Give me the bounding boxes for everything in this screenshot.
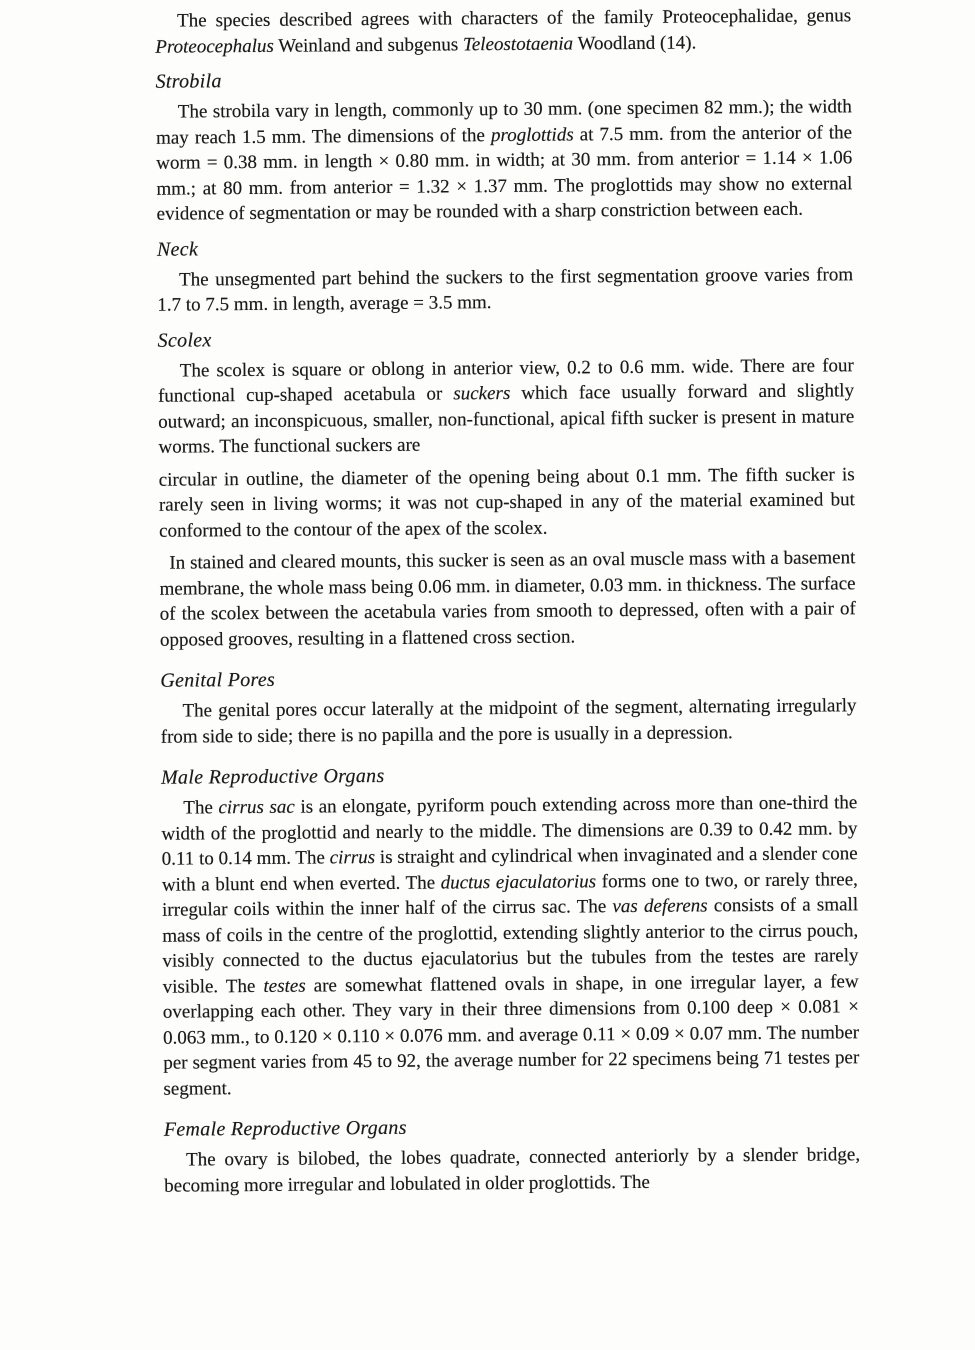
intro-paragraph xyxy=(155,3,851,59)
neck-paragraph xyxy=(157,262,853,318)
section-heading-neck: Neck xyxy=(156,237,199,261)
text-run: The ovary is bilobed, the lobes quadrate, connected anteriorly by a slender bridge, becoming more irregular and lobulated in older proglottids. The xyxy=(164,1144,861,1197)
scolex-paragraph-2 xyxy=(159,462,856,544)
section-heading-female-reproductive-organs: Female Reproductive Organs xyxy=(163,1116,407,1141)
text-run: consists of a small mass of coils in the centre of the proglottid, extending slightly anterior to the cirrus pouch, visibly connected to the ductus ejaculatorius but the tubules from the testes are rarely visible. The xyxy=(162,894,859,998)
text-run: The genital pores occur laterally at the midpoint of the segment, alternating irregularly from side to side; there is no papilla and the pore is usually in a depression. xyxy=(160,695,857,748)
section-heading-genital-pores: Genital Pores xyxy=(160,668,276,692)
italic-text-run: ductus ejaculatorius xyxy=(440,870,597,894)
section-heading-scolex: Scolex xyxy=(157,328,212,352)
text-run: is an elongate, pyriform pouch extending across more than one-third the width of the proglottid and nearly to the middle. The dimensions are 0.39 to 0.42 mm. by 0.11 to 0.14 mm. The xyxy=(161,792,858,870)
text-run: which face usually forward and slightly outward; an inconspicuous, smaller, non-functional, apical fifth sucker is present in mature worms. The functional suckers are xyxy=(158,380,855,458)
section-heading-male-reproductive-organs: Male Reproductive Organs xyxy=(160,764,385,789)
text-run: at 7.5 mm. from the anterior of the worm = 0.38 mm. in length × 0.80 mm. in width; at 30 mm. from anterior = 1.14 × 1.06 mm.; at 80 mm. from anterior = 1.32 × 1.37 mm. The proglottids may show no external evidence of segmentation or may be rounded with a sharp constriction between each. xyxy=(156,121,853,225)
female-reproductive-organs-paragraph xyxy=(164,1142,860,1198)
strobila-paragraph xyxy=(156,94,853,227)
text-run: circular in outline, the diameter of the opening being about 0.1 mm. The fifth sucker is rarely seen in living worms; it was not cup-shaped in any of the material examined but conformed to the contour of the apex of the scolex. xyxy=(158,463,855,542)
genital-pores-paragraph xyxy=(160,693,856,749)
italic-text-run: cirrus sac xyxy=(218,796,295,819)
text-run: The scolex is square or oblong in anterior view, 0.2 to 0.6 mm. wide. There are four functional cup-shaped acetabula or xyxy=(157,354,854,407)
italic-text-run: Proteocephalus xyxy=(155,35,274,58)
text-run: The xyxy=(183,797,219,819)
text-run: In stained and cleared mounts, this sucker is seen as an oval muscle mass with a basement membrane, the whole mass being 0.06 mm. in diameter, 0.03 mm. in thickness. The surface of the scolex between the acetabula varies from smooth to depressed, often with a pair of opposed grooves, resulting in a flattened cross section. xyxy=(159,547,856,651)
page-content xyxy=(155,3,860,1205)
italic-text-run: vas deferens xyxy=(612,895,708,918)
text-run: The species described agrees with characters of the family Proteocephalidae, genus xyxy=(177,5,852,32)
text-run: Woodland (14). xyxy=(573,31,697,54)
scolex-paragraph-3 xyxy=(159,545,856,652)
text-run: is straight and cylindrical when invaginated and a slender cone with a blunt end when everted. The xyxy=(161,843,858,896)
italic-text-run: Teleostotaenia xyxy=(462,32,574,55)
italic-text-run: cirrus xyxy=(329,847,376,869)
text-run: The unsegmented part behind the suckers to the first segmentation groove varies from 1.7 to 7.5 mm. in length, average = 3.5 mm. xyxy=(157,263,854,316)
italic-text-run: proglottids xyxy=(490,123,574,146)
male-reproductive-organs-paragraph xyxy=(161,790,859,1101)
scolex-paragraph-1 xyxy=(158,353,855,460)
text-run: forms one to two, or rarely three, irregular coils within the inner half of the cirrus sac. The xyxy=(162,868,858,921)
text-run: are somewhat flattened ovals in shape, in one irregular layer, a few overlapping each other. They vary in their three dimensions from 0.100 deep × 0.081 × 0.063 mm., to 0.120 × 0.110 × 0.076 mm. and average 0.11 × 0.09 × 0.07 mm. The number per segment varies from 45 to 92, the average number for 22 specimens being 71 testes per segment. xyxy=(162,970,860,1100)
text-run: The strobila vary in length, commonly up to 30 mm. (one specimen 82 mm.); the width may reach 1.5 mm. The dimensions of the xyxy=(155,96,852,149)
italic-text-run: testes xyxy=(263,975,306,997)
section-heading-strobila: Strobila xyxy=(155,70,222,93)
text-run: Weinland and subgenus xyxy=(273,33,464,57)
italic-text-run: suckers xyxy=(453,382,511,405)
